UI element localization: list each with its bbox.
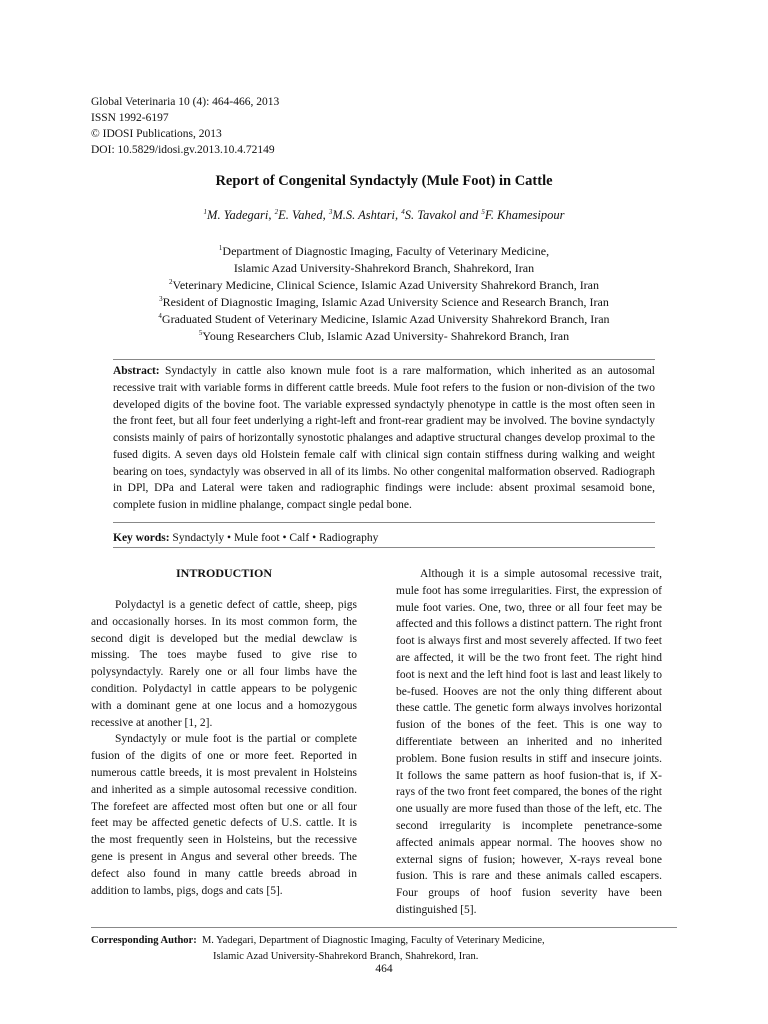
keywords-rule xyxy=(113,547,655,548)
affiliation-line: $^1$Department of Diagnostic Imaging, Faculty of Veterinary Medicine, xyxy=(218,244,550,258)
abstract-label: Abstract: xyxy=(113,365,160,377)
affiliation-line: $^4$Graduated Student of Veterinary Medicine, Islamic Azad University Shahrekord Branch, Iran xyxy=(158,312,610,326)
abstract xyxy=(113,363,655,514)
corresponding-label: Corresponding Author: xyxy=(91,935,197,946)
left-column xyxy=(91,583,357,899)
paragraph: Syndactyly or mule foot is the partial or complete fusion of the digits of one or more feet. Reported in numerous cattle breeds, it is most prevalent in Holsteins and inherited as a simple autosomal recessive condition. The forefeet are affected most often but one or all four feet may be affected genetic defects of U.S. cattle. It is the most frequently seen in Holsteins, but the recessive gene is present in Angus and several other breeds. The defect also found in many cattle breeds abroad in addition to lambs, pigs, dogs and cats [5]. xyxy=(91,733,357,897)
author-5-sup: 5 xyxy=(481,208,485,216)
footnote-rule xyxy=(91,927,677,928)
copyright: © IDOSI Publications, 2013 xyxy=(91,128,222,140)
keywords-label: Key words: xyxy=(113,532,170,544)
affiliations xyxy=(0,243,768,345)
author-1: M. Yadegari, xyxy=(207,208,275,222)
author-3: M.S. Ashtari, xyxy=(332,208,402,222)
author-1-sup: 1 xyxy=(203,208,208,216)
paper-title: Report of Congenital Syndactyly (Mule Foot) in Cattle xyxy=(215,173,553,189)
author-4-sup: 4 xyxy=(401,208,405,216)
abstract-bottom-rule xyxy=(113,522,655,523)
keywords xyxy=(113,530,655,546)
right-column xyxy=(396,566,662,919)
paragraph: Polydactyl is a genetic defect of cattle, sheep, pigs and occasionally horses. In its most common form, the second digit is developed but the medial dewclaw is missing. The toes maybe fused to give rise to polysyndactyly. Rarely one or all four limbs have the condition. Polydactyl in cattle appears to be polygenic with a dominant gene at one locus and a homozygous recessive at another [1, 2]. xyxy=(91,599,357,729)
author-4: S. Tavakol and xyxy=(404,208,482,222)
author-list xyxy=(0,208,768,223)
affiliation-line: Islamic Azad University-Shahrekord Branch, Shahrekord, Iran xyxy=(233,261,535,275)
doi: DOI: 10.5829/idosi.gv.2013.10.4.72149 xyxy=(91,144,275,156)
journal-header xyxy=(91,94,279,158)
author-3-sup: 3 xyxy=(328,208,333,216)
section-heading-introduction: INTRODUCTION xyxy=(175,566,272,580)
page-number: 464 xyxy=(375,963,393,975)
corresponding-line-2: Islamic Azad University-Shahrekord Branch, Shahrekord, Iran. xyxy=(213,951,479,962)
issn: ISSN 1992-6197 xyxy=(91,112,169,124)
author-2-sup: 2 xyxy=(274,208,279,216)
abstract-top-rule xyxy=(113,359,655,360)
keywords-text: Syndactyly • Mule foot • Calf • Radiography xyxy=(172,532,379,544)
affiliation-line: $^2$Veterinary Medicine, Clinical Science, Islamic Azad University Shahrekord Branch, Iran xyxy=(168,278,600,292)
affiliation-line: $^3$Resident of Diagnostic Imaging, Islamic Azad University Science and Research Branch, Iran xyxy=(159,295,609,309)
corresponding-author xyxy=(91,933,545,965)
abstract-text: Syndactyly in cattle also known mule foot is a rare malformation, which inherited as an autosomal recessive trait with variable forms in different cattle breeds. Mule foot refers to the fusion or non-division of the two developed digits of the bovine foot. The variable expressed syndactyly phenotype in cattle is the most often seen in the front feet, but all four feet underlying a right-left and front-rear gradient may be involved. The bovine syndactyly consists mainly of pairs of horizontally synostotic phalanges and adaptive structural changes develop proximal to the fused digits. A seven days old Holstein female calf with clinical sign contain stiffness during walking and weight bearing on toes, syndactyly was observed in all of its limbs. No other congenital malformation observed. Radiograph in DPl, DPa and Lateral were taken and radiographic findings were include: absent proximal sesamoid bone, complete fusion in midline phalange, compact single pedal bone. xyxy=(113,365,655,511)
corresponding-line-1: M. Yadegari, Department of Diagnostic Imaging, Faculty of Veterinary Medicine, xyxy=(201,935,545,946)
journal-citation: Global Veterinaria 10 (4): 464-466, 2013 xyxy=(91,96,280,108)
author-5: F. Khamesipour xyxy=(484,208,565,222)
affiliation-line: $^5$Young Researchers Club, Islamic Azad University- Shahrekord Branch, Iran xyxy=(198,329,570,343)
paragraph: Although it is a simple autosomal recessive trait, mule foot has some irregularities. First, the expression of mule foot varies. One, two, three or all four feet may be affected and this follows a distinct pattern. The right front foot is always first and most severely affected. If two feet are affected, it will be the two front feet. The right hind foot is next and the left hind foot is last and least likely to be-fused. Hooves are not the only thing different about these cattle. The genetic form always involves horizontal fusion of the bones of the feet. This is one way to differentiate between an inherited and no inherited problem. Bone fusion results in stiff and insecure joints. It follows the same pattern as hoof fusion-that is, if X-rays of the two front feet compared, the bones of the right one usually are more fused than those of the left, etc. The second irregularity is incomplete penetrance-some affected animals appear normal. The hooves show no external signs of fusion; however, X-rays reveal bone fusion. This is rare and these animals called escapers. Four groups of hoof fusion severity have been distinguished [5]. xyxy=(396,568,662,916)
author-2: E. Vahed, xyxy=(278,208,329,222)
